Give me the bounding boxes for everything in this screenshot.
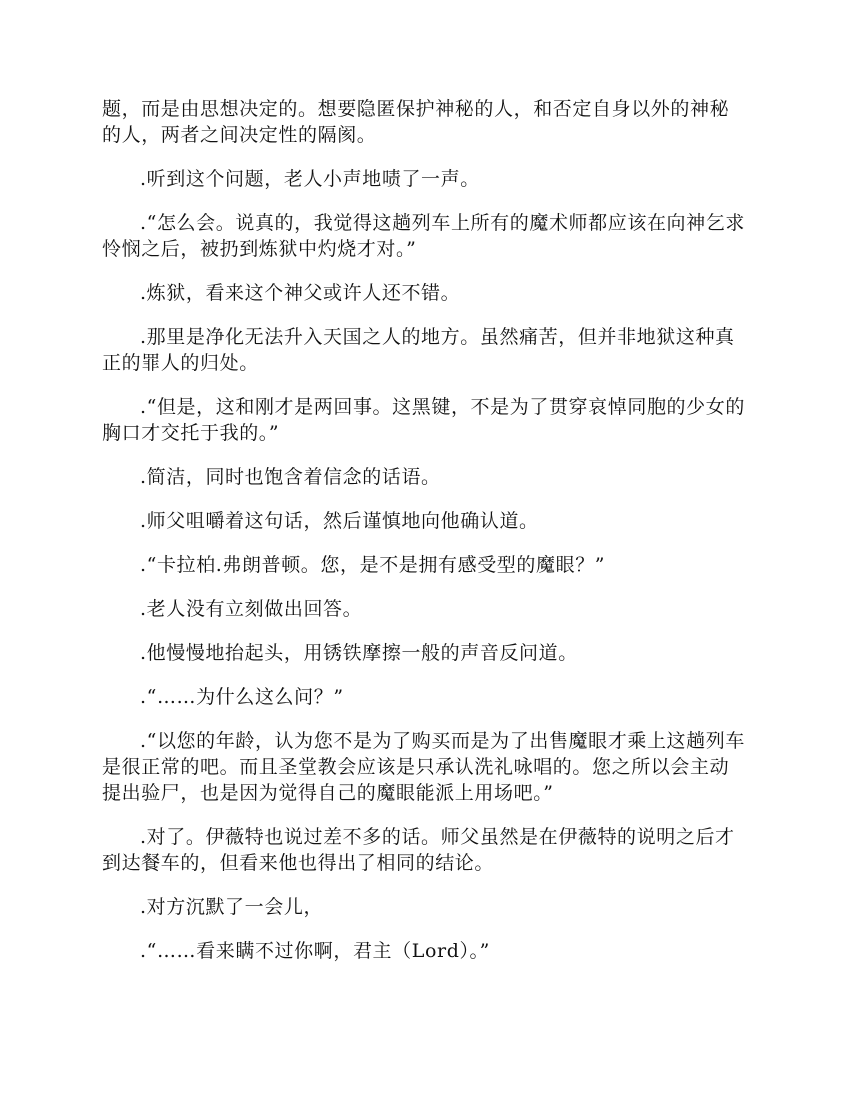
paragraph-2: .听到这个问题，老人小声地啧了一声。 — [140, 168, 480, 190]
paragraph-9: .“卡拉柏.弗朗普顿。您，是不是拥有感受型的魔眼？” — [140, 554, 606, 576]
paragraph-3: .“怎么会。说真的，我觉得这趟列车上所有的魔术师都应该在向神乞求怜悯之后，被扔到炼狱中灼烧才对。” — [102, 212, 745, 260]
paragraph-15: .对方沉默了一会儿， — [140, 896, 324, 918]
paragraph-5: .那里是净化无法升入天国之人的地方。虽然痛苦，但并非地狱这种真正的罪人的归处。 — [102, 326, 735, 374]
document-page — [102, 96, 748, 982]
paragraph-13: .“以您的年龄，认为您不是为了购买而是为了出售魔眼才乘上这趟列车是很正常的吧。而且圣堂教会应该是只承认洗礼咏唱的。您之所以会主动提出验尸，也是因为觉得自己的魔眼能派上用场吧。” — [102, 730, 745, 804]
paragraph-4: .炼狱，看来这个神父或许人还不错。 — [140, 282, 461, 304]
paragraph-12: .“……为什么这么问？” — [140, 686, 344, 708]
paragraph-8: .师父咀嚼着这句话，然后谨慎地向他确认道。 — [140, 510, 539, 532]
paragraph-7: .简洁，同时也饱含着信念的话语。 — [140, 466, 441, 488]
paragraph-14: .对了。伊薇特也说过差不多的话。师父虽然是在伊薇特的说明之后才到达餐车的，但看来他也得出了相同的结论。 — [102, 826, 735, 874]
paragraph-6: .“但是，这和刚才是两回事。这黑键，不是为了贯穿哀悼同胞的少女的胸口才交托于我的。” — [102, 396, 745, 444]
paragraph-1: 题，而是由思想决定的。想要隐匿保护神秘的人，和否定自身以外的神秘的人，两者之间决定性的隔阂。 — [102, 98, 730, 146]
paragraph-11: .他慢慢地抬起头，用锈铁摩擦一般的声音反问道。 — [140, 642, 578, 664]
paragraph-10: .老人没有立刻做出回答。 — [140, 598, 363, 620]
paragraph-16: .“……看来瞒不过你啊，君主（Lord）。” — [140, 940, 490, 962]
